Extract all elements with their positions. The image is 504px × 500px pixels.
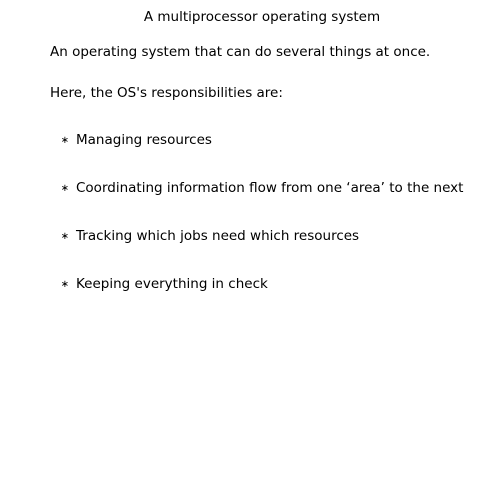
lead-text: Here, the OS's responsibilities are: [50, 85, 283, 101]
responsibility-list [60, 131, 463, 323]
list-item [60, 227, 463, 245]
list-item-text: Managing resources [76, 132, 212, 148]
bullet-icon: ∗ [60, 183, 70, 194]
list-item-text: Tracking which jobs need which resources [76, 228, 360, 244]
list-item [60, 131, 463, 149]
intro-text: An operating system that can do several things at once. [50, 44, 431, 60]
bullet-icon: ∗ [60, 135, 70, 146]
list-item [60, 179, 463, 197]
list-item-text: Coordinating information flow from one ‘area’ to the next [76, 180, 464, 196]
slide-title: A multiprocessor operating system [143, 9, 381, 25]
bullet-icon: ∗ [60, 231, 70, 242]
bullet-icon: ∗ [60, 279, 70, 290]
list-item [60, 275, 463, 293]
list-item-text: Keeping everything in check [76, 276, 268, 292]
